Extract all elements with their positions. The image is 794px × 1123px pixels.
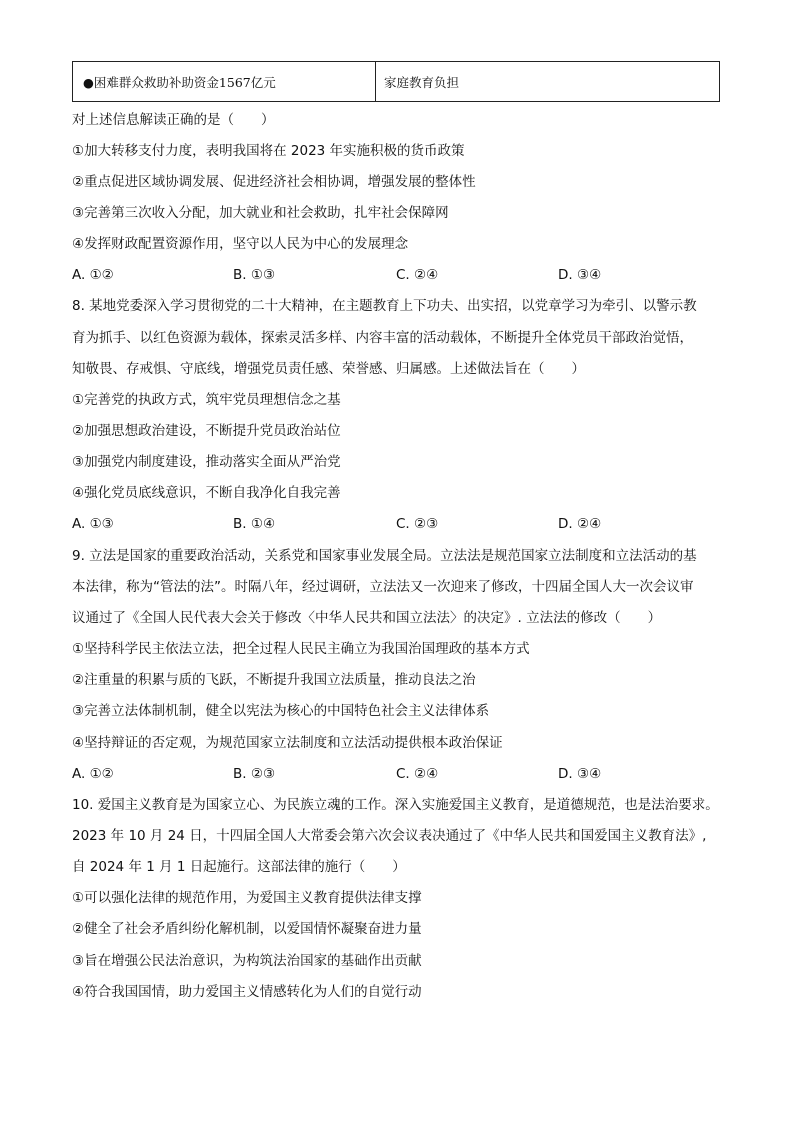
q10-item-3: ③旨在增强公民法治意识，为构筑法治国家的基础作出贡献 <box>72 953 422 969</box>
q8-item-1: ①完善党的执政方式，筑牢党员理想信念之基 <box>72 392 341 408</box>
q10-item-1: ①可以强化法律的规范作用，为爱国主义教育提供法律支撑 <box>72 890 422 906</box>
q8-stem-line-1: 8. 某地党委深入学习贯彻党的二十大精神，在主题教育上下功夫、出实招，以党章学习为牵引、以警示教 <box>72 298 697 314</box>
info-table <box>72 61 720 102</box>
q9-option-a: A. ①② <box>72 766 114 782</box>
q10-item-4: ④符合我国国情，助力爱国主义情感转化为人们的自觉行动 <box>72 984 422 1000</box>
q10-stem-line-3: 自 2024 年 1 月 1 日起施行。这部法律的施行（ ） <box>72 859 406 875</box>
q7-item-3: ③完善第三次收入分配，加大就业和社会救助，扎牢社会保障网 <box>72 205 449 221</box>
q8-stem-line-3: 知敬畏、存戒惧、守底线，增强党员责任感、荣誉感、归属感。上述做法旨在（ ） <box>72 361 585 377</box>
q7-option-a: A. ①② <box>72 267 114 283</box>
q8-item-2: ②加强思想政治建设，不断提升党员政治站位 <box>72 423 341 439</box>
q8-item-3: ③加强党内制度建设，推动落实全面从严治党 <box>72 454 341 470</box>
q9-option-b: B. ②③ <box>233 766 276 782</box>
q10-item-2: ②健全了社会矛盾纠纷化解机制，以爱国情怀凝聚奋进力量 <box>72 921 422 937</box>
table-cell-right: 家庭教育负担 <box>384 74 460 90</box>
q9-stem-line-3: 议通过了《全国人民代表大会关于修改〈中华人民共和国立法法〉的决定》. 立法法的修改（ ） <box>72 610 662 626</box>
table-cell-left: ●困难群众救助补助资金1567亿元 <box>73 62 376 101</box>
q9-option-c: C. ②④ <box>396 766 439 782</box>
q9-item-4: ④坚持辩证的否定观，为规范国家立法制度和立法活动提供根本政治保证 <box>72 735 503 751</box>
q8-option-d: D. ②④ <box>558 516 602 532</box>
q9-option-d: D. ③④ <box>558 766 602 782</box>
q7-item-2: ②重点促进区域协调发展、促进经济社会相协调，增强发展的整体性 <box>72 174 476 190</box>
q9-item-2: ②注重量的积累与质的飞跃，不断提升我国立法质量，推动良法之治 <box>72 672 476 688</box>
q9-item-1: ①坚持科学民主依法立法，把全过程人民民主确立为我国治国理政的基本方式 <box>72 641 530 657</box>
q7-option-b: B. ①③ <box>233 267 276 283</box>
q8-option-b: B. ①④ <box>233 516 276 532</box>
q10-stem-line-1: 10. 爱国主义教育是为国家立心、为民族立魂的工作。深入实施爱国主义教育，是道德规范，也是法治要求。 <box>72 797 719 813</box>
q8-option-a: A. ①③ <box>72 516 114 532</box>
q7-stem: 对上述信息解读正确的是（ ） <box>72 112 275 128</box>
q8-item-4: ④强化党员底线意识，不断自我净化自我完善 <box>72 485 341 501</box>
q9-stem-line-2: 本法律，称为“管法的法”。时隔八年，经过调研，立法法又一次迎来了修改，十四届全国人大一次会议审 <box>72 579 694 595</box>
q10-stem-line-2: 2023 年 10 月 24 日，十四届全国人大常委会第六次会议表决通过了《中华人民共和国爱国主义教育法》, <box>72 828 707 844</box>
q9-stem-line-1: 9. 立法是国家的重要政治活动，关系党和国家事业发展全局。立法法是规范国家立法制度和立法活动的基 <box>72 548 697 564</box>
q9-item-3: ③完善立法体制机制，健全以宪法为核心的中国特色社会主义法律体系 <box>72 703 490 719</box>
q7-option-c: C. ②④ <box>396 267 439 283</box>
q7-item-1: ①加大转移支付力度，表明我国将在 2023 年实施积极的货币政策 <box>72 143 465 159</box>
q8-stem-line-2: 育为抓手、以红色资源为载体，探索灵活多样、内容丰富的活动载体，不断提升全体党员干部政治觉悟， <box>72 330 693 346</box>
q7-item-4: ④发挥财政配置资源作用，坚守以人民为中心的发展理念 <box>72 236 409 252</box>
q7-option-d: D. ③④ <box>558 267 602 283</box>
q8-option-c: C. ②③ <box>396 516 439 532</box>
